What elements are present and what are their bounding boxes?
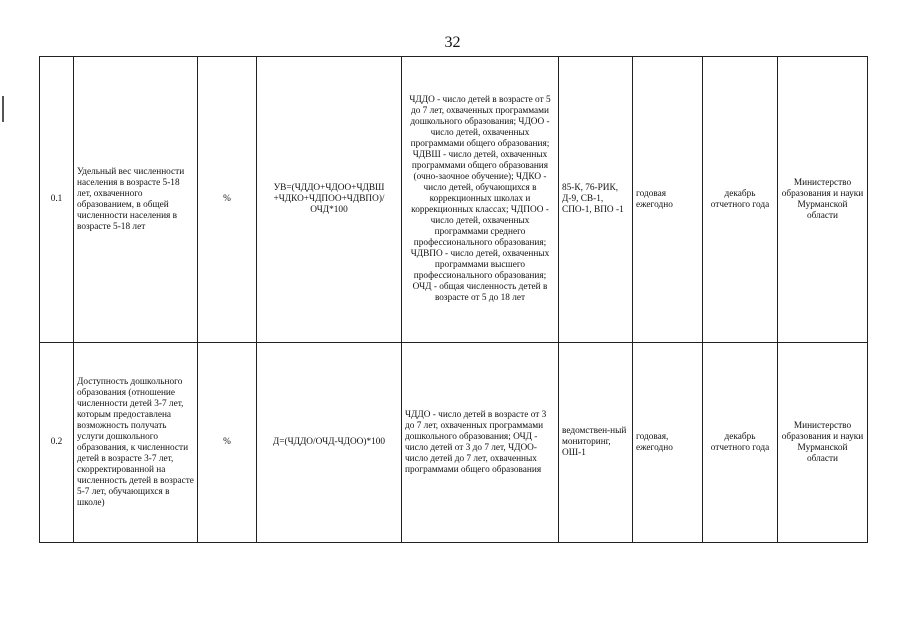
formula: Д=(ЧДДО/ОЧД-ЧДОО)*100 — [257, 343, 402, 543]
formula-description: ЧДДО - число детей в возрасте от 3 до 7 лет, охваченных программами дошкольного образования; ОЧД - число детей от 3 до 7 лет, ЧДОО- число детей до 7 лет, охваченных программами общего образования — [402, 343, 559, 543]
row-number: 0.2 — [40, 343, 74, 543]
indicator-name: Удельный вес численности населения в возрасте 5-18 лет, охваченного образованием, в общей численности населения в возрасте 5-18 лет — [74, 57, 198, 343]
responsible-body: Министерство образования и науки Мурманской области — [778, 343, 868, 543]
unit: % — [198, 343, 257, 543]
data-source: ведомствен-ный мониторинг, ОШ-1 — [559, 343, 633, 543]
indicator-name: Доступность дошкольного образования (отношение численности детей 3-7 лет, которым предоставлена возможность получать услуги дошкольного образования, к численности детей в возрасте 3-7 лет, скорректированной на численность детей в возрасте 5-7 лет, обучающихся в школе) — [74, 343, 198, 543]
formula: УВ=(ЧДДО+ЧДОО+ЧДВШ +ЧДКО+ЧДПОО+ЧДВПО)/ ОЧД*100 — [257, 57, 402, 343]
table-row — [40, 57, 868, 343]
indicators-table — [39, 56, 868, 543]
deadline: декабрь отчетного года — [703, 343, 778, 543]
unit: % — [198, 57, 257, 343]
formula-description: ЧДДО - число детей в возрасте от 5 до 7 лет, охваченных программами дошкольного образования; ЧДОО - число детей, охваченных программами общего образования; ЧДВШ - число детей, охваченных программами общего образования (очно-заочное обучение); ЧДКО - число детей, обучающихся в коррекционных школах и коррекционных классах; ЧДПОО - число детей, охваченных программами среднего профессионального образования; ЧДВПО - число детей, охваченных программами высшего профессионального образования; ОЧД - общая численность детей в возрасте от 5 до 18 лет — [402, 57, 559, 343]
frequency: годовая ежегодно — [633, 57, 703, 343]
row-number: 0.1 — [40, 57, 74, 343]
responsible-body: Министерство образования и науки Мурманской области — [778, 57, 868, 343]
page-number: 32 — [444, 34, 461, 51]
deadline: декабрь отчетного года — [703, 57, 778, 343]
table-row — [40, 343, 868, 543]
data-source: 85-К, 76-РИК, Д-9, СВ-1, СПО-1, ВПО -1 — [559, 57, 633, 343]
margin-mark — [2, 96, 4, 122]
frequency: годовая, ежегодно — [633, 343, 703, 543]
